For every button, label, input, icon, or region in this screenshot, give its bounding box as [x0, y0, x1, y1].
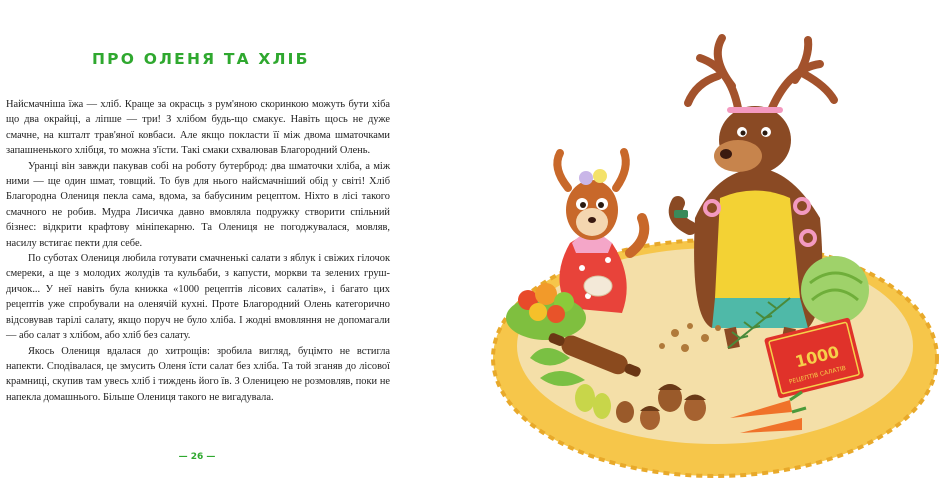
book-caption: РЕЦЕПТІВ САЛАТІВ	[788, 364, 847, 386]
cabbage	[801, 256, 869, 324]
page-number: — 26 —	[178, 452, 216, 462]
story-paragraph-3: По суботах Олениця любила готувати смачненькі салати з яблук і свіжих гілочок смереки, а ще з молодих жолудів та кульбаби, з капусти, моркви та зелених груш-дичок... У неї навіть була книжка «1000 рецептів лісових салатів», і багато цих рецептів уже спробували на оленячій кухні. Проте Благородний Олень категорично відсовував тарілі салату, якщо поруч не було хліба. І жодні вмовляння не допомагали — або салат з хлібом, або хліб без салату.	[6, 253, 390, 342]
story-paragraph-1: Найсмачніша їжа — хліб. Краще за окрасць з рум'яною скоринкою можуть бути хіба що два окрайці, а ліпше — три! З хлібом будь-що смакує. Навіть щось не дуже смачне, на кшталт трав'яної ковбаси. Але якщо покласти її між двома шматочками запашненького хлібця, то можна з'їсти. Такі смаки схвалював Благородний Олень.	[6, 99, 390, 157]
deer-couple-illustration	[490, 28, 943, 486]
book-number: 1000	[793, 342, 842, 372]
story-text	[6, 97, 390, 405]
story-paragraph-4: Якось Олениця вдалася до хитрощів: зробила вигляд, буцімто не встигла напекти. Сподівалася, це змусить Оленя їсти салат без хліба. Та той зганяв до лісової крамниці, скупив там увесь хліб і тиждень його їв. З Оленицею не розмовляв, поки не напекла домашнього. Більше Олениця такого не вигадувала.	[6, 345, 390, 403]
story-paragraph-2: Уранці він завжди пакував собі на роботу бутерброд: два шматочки хліба, а між ними — ще один шмат, товщий. То був для нього найсмачніший обід у світі! Хліб Благородна Олениця пекла сама, вдома, за бабусиним рецептом. Ніхто в лісі такого смачного не робив. Мудра Лисичка давно вмовляла подружку створити спільний бізнес: відкрити крафтову мініпекарню. Та Олениця не погоджувалася, мовляв, насилу встигає пекти для себе.	[6, 160, 390, 249]
story-title: ПРО ОЛЕНЯ ТА ХЛІБ	[92, 50, 310, 68]
